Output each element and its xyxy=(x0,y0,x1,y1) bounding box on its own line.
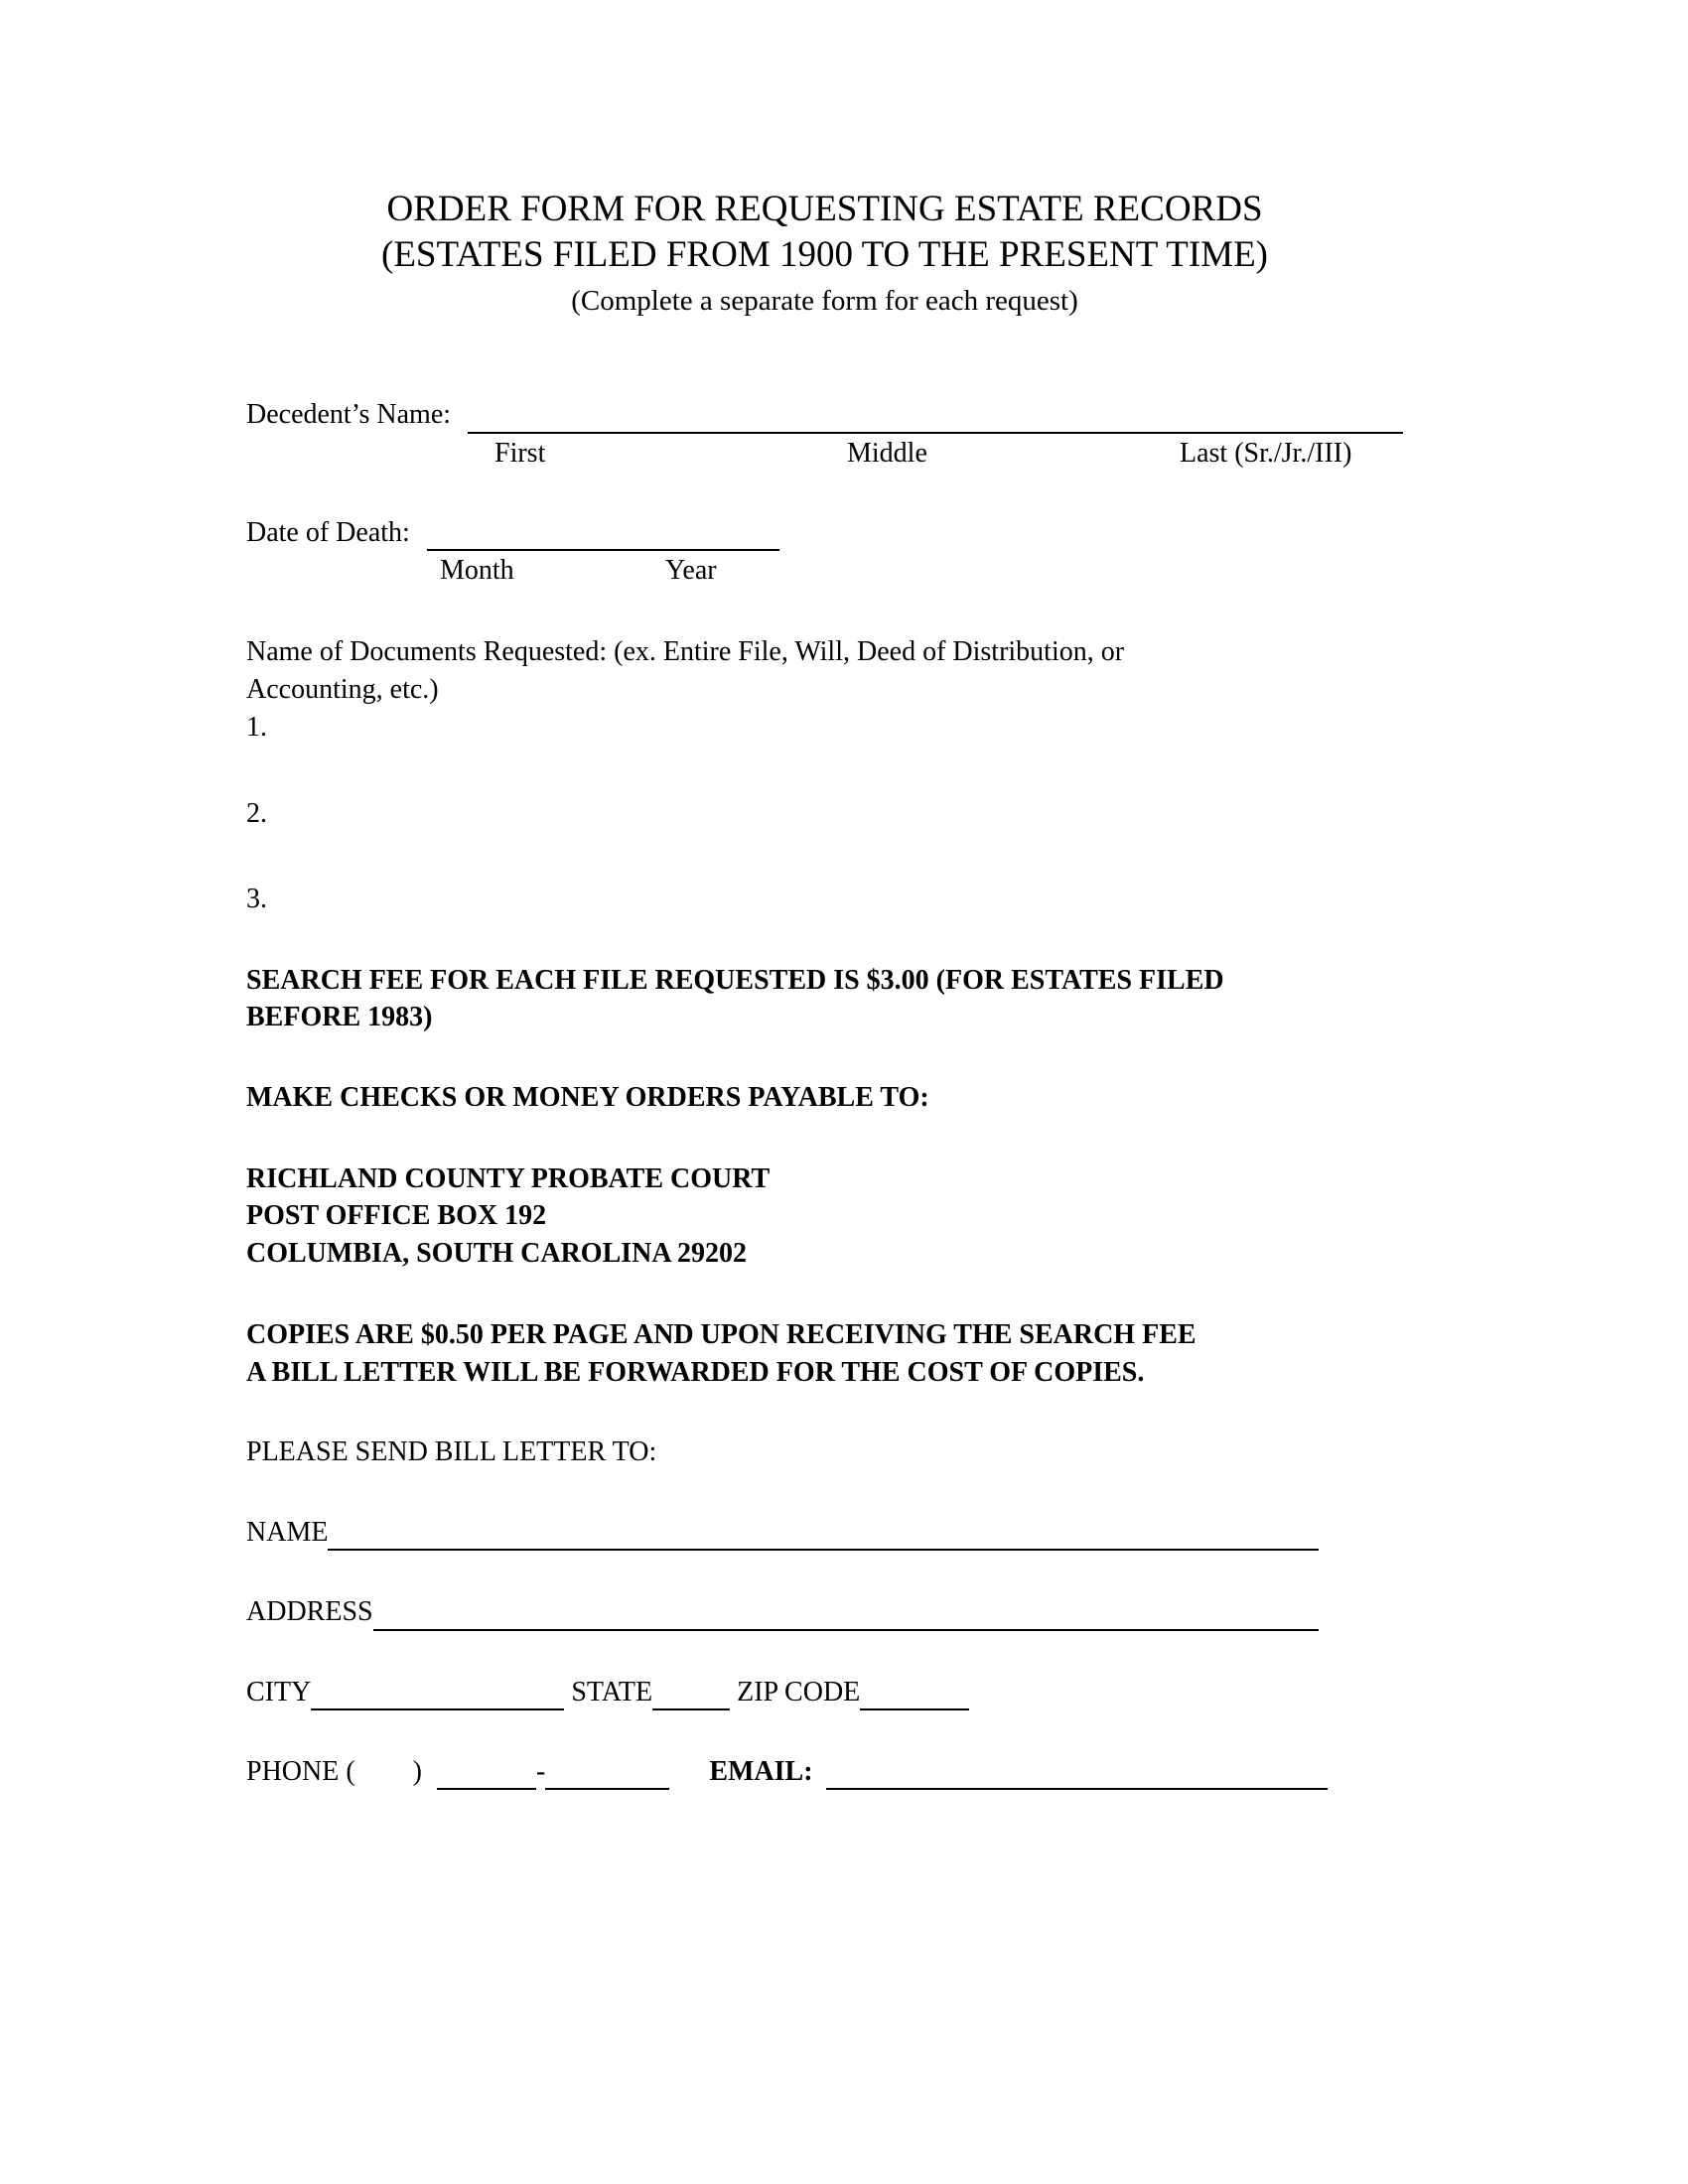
bill-state-label: STATE xyxy=(564,1676,653,1707)
bill-phone-label: PHONE ( xyxy=(246,1756,355,1788)
document-item-2-label: 2. xyxy=(246,797,267,829)
document-item-3-label: 3. xyxy=(246,884,267,915)
form-title-line3: (Complete a separate form for each request) xyxy=(571,284,1078,317)
decedent-first-sublabel: First xyxy=(494,437,546,469)
death-year-sublabel: Year xyxy=(665,555,717,587)
bill-zip-input[interactable] xyxy=(860,1680,969,1710)
bill-phone-dash: - xyxy=(536,1756,546,1788)
send-bill-letter-label: PLEASE SEND BILL LETTER TO: xyxy=(246,1436,657,1468)
date-of-death-input[interactable] xyxy=(427,520,779,551)
search-fee-line1: SEARCH FEE FOR EACH FILE REQUESTED IS $3.00 (FOR ESTATES FILED xyxy=(246,964,1224,996)
payee-address-block xyxy=(246,1160,1403,1273)
bill-name-row xyxy=(246,1515,1319,1551)
bill-zip-label: ZIP CODE xyxy=(730,1676,861,1707)
search-fee-line2: BEFORE 1983) xyxy=(246,1002,433,1033)
bill-name-input[interactable] xyxy=(328,1520,1319,1551)
copies-notice xyxy=(246,1316,1403,1392)
decedent-name-label: Decedent’s Name: xyxy=(246,399,459,431)
payee-name: RICHLAND COUNTY PROBATE COURT xyxy=(246,1162,771,1194)
bill-address-input[interactable] xyxy=(373,1599,1319,1630)
decedent-last-sublabel: Last (Sr./Jr./III) xyxy=(1180,437,1352,469)
decedent-name-input[interactable] xyxy=(468,402,1403,433)
decedent-middle-sublabel: Middle xyxy=(847,437,927,469)
copies-line2: A BILL LETTER WILL BE FORWARDED FOR THE COST OF COPIES. xyxy=(246,1356,1145,1388)
bill-phone-prefix-input[interactable] xyxy=(437,1759,536,1790)
bill-city-input[interactable] xyxy=(311,1680,564,1710)
form-title-line1: ORDER FORM FOR REQUESTING ESTATE RECORDS xyxy=(386,189,1263,229)
documents-label-line1: Name of Documents Requested: (ex. Entire File, Will, Deed of Distribution, or xyxy=(246,635,1125,667)
documents-label-line2: Accounting, etc.) xyxy=(246,673,439,705)
payee-city-state-zip: COLUMBIA, SOUTH CAROLINA 29202 xyxy=(246,1238,748,1270)
form-title-line2: (ESTATES FILED FROM 1900 TO THE PRESENT TIME) xyxy=(381,234,1268,276)
date-of-death-label: Date of Death: xyxy=(246,516,417,548)
bill-address-label: ADDRESS xyxy=(246,1596,373,1628)
death-month-sublabel: Month xyxy=(440,555,514,587)
bill-email-label: EMAIL: xyxy=(709,1756,820,1788)
form-content xyxy=(246,187,1403,1790)
bill-email-input[interactable] xyxy=(826,1759,1328,1790)
search-fee-notice xyxy=(246,962,1403,1037)
bill-city-state-zip-row xyxy=(246,1675,1403,1710)
payee-po-box: POST OFFICE BOX 192 xyxy=(246,1200,547,1232)
bill-state-input[interactable] xyxy=(652,1680,730,1710)
bill-phone-email-row xyxy=(246,1754,1403,1790)
bill-phone-close-paren: ) xyxy=(412,1756,429,1788)
copies-line1: COPIES ARE $0.50 PER PAGE AND UPON RECEIVING THE SEARCH FEE xyxy=(246,1318,1196,1350)
date-of-death-section xyxy=(246,515,1403,590)
bill-address-row xyxy=(246,1594,1319,1630)
document-item-1-label: 1. xyxy=(246,712,267,744)
make-checks-notice: MAKE CHECKS OR MONEY ORDERS PAYABLE TO: xyxy=(246,1082,929,1114)
form-title-block xyxy=(246,187,1403,320)
bill-name-label: NAME xyxy=(246,1516,329,1548)
bill-phone-line-input[interactable] xyxy=(545,1759,669,1790)
documents-requested-section xyxy=(246,633,1403,918)
bill-city-label: CITY xyxy=(246,1676,312,1707)
decedent-name-section xyxy=(246,397,1403,472)
